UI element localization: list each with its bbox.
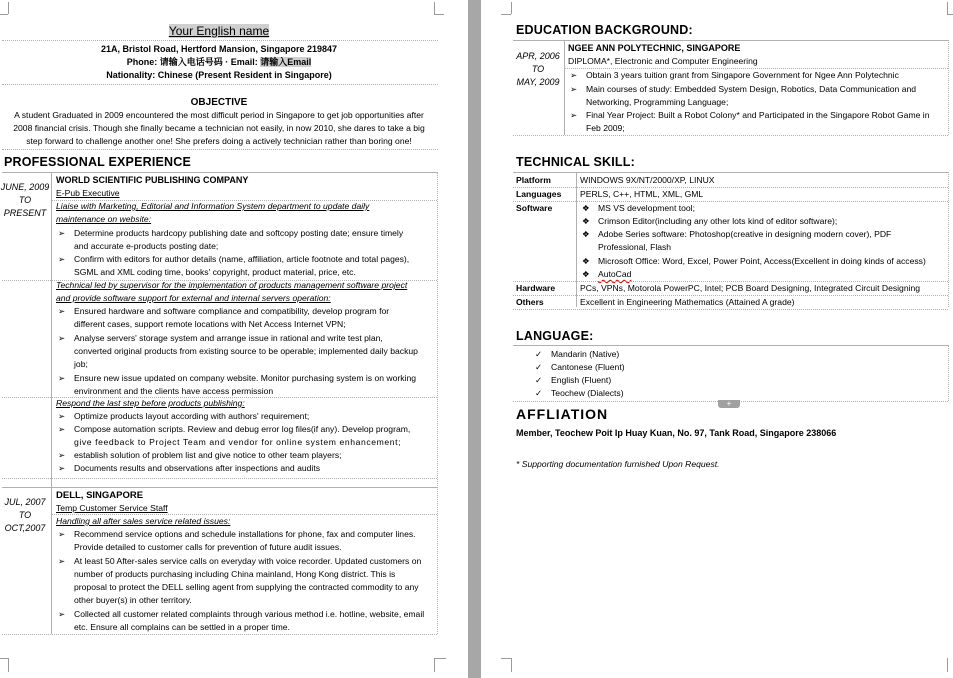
bullet-line: other buyer(s) in other territory. bbox=[74, 595, 192, 605]
intro-line: Handling all after sales service related issues: bbox=[56, 516, 231, 526]
education-bullet bbox=[570, 69, 944, 82]
task-bullet bbox=[58, 528, 432, 554]
language-item bbox=[535, 387, 835, 400]
divider bbox=[513, 187, 948, 188]
table-border bbox=[437, 172, 438, 634]
bullet-line: establish solution of problem list and give notice to other team players; bbox=[74, 450, 342, 460]
hardware-value: PCs, VPNs, Motorola PowerPC, Intel; PCB Board Designing, Integrated Circuit Designing bbox=[580, 283, 921, 293]
arrow-bullet-icon: ➢ bbox=[58, 529, 66, 539]
bullet-line: At least 50 After-sales service calls on everyday with voice recorder. Updated customers on bbox=[74, 556, 422, 566]
divider bbox=[2, 149, 438, 150]
phone-label: Phone: bbox=[126, 57, 158, 67]
education-bullet bbox=[570, 109, 944, 135]
divider bbox=[513, 309, 948, 310]
arrow-bullet-icon: ➢ bbox=[58, 463, 66, 473]
divider bbox=[513, 40, 948, 41]
crop-mark bbox=[2, 2, 9, 14]
objective-line: step forward to challenge another one! She prefers doing a actively technician rather than boring one! bbox=[26, 136, 412, 146]
crop-mark bbox=[434, 14, 444, 15]
affiliation-text: Member, Teochew Poit Ip Huay Kuan, No. 97, Tank Road, Singapore 238066 bbox=[516, 428, 837, 438]
check-bullet-icon: ✓ bbox=[535, 388, 543, 398]
address-line: 21A, Bristol Road, Hertford Mansion, Singapore 219847 bbox=[100, 44, 338, 54]
resume-page-left bbox=[0, 0, 468, 678]
crop-mark bbox=[434, 658, 435, 672]
software-item bbox=[582, 268, 944, 281]
crop-mark bbox=[511, 2, 512, 14]
bullet-line: Compose automation scripts. Review and debug error log files(if any). Develop program, bbox=[74, 424, 411, 434]
bullet-line: Microsoft Office: Word, Excel, Power Point, Access(Excellent in doing kinds of access) bbox=[598, 256, 926, 266]
name-heading bbox=[0, 22, 438, 40]
language-item bbox=[535, 361, 835, 374]
arrow-bullet-icon: ➢ bbox=[58, 450, 66, 460]
job-role: Temp Customer Service Staff bbox=[56, 503, 168, 513]
bullet-line: different cases, support remote locations with Net Access Internet VPN; bbox=[74, 319, 346, 329]
crop-mark bbox=[947, 2, 948, 14]
experience-title: PROFESSIONAL EXPERIENCE bbox=[4, 155, 192, 169]
task-bullet bbox=[58, 332, 430, 371]
table-border bbox=[948, 345, 949, 401]
intro-line: Technical led by supervisor for the implementation of products management software project bbox=[56, 280, 408, 290]
task-intro bbox=[56, 397, 434, 410]
bullet-line: MS VS development tool; bbox=[598, 203, 695, 213]
bullet-line: give feedback to Project Team and vendor for online system enhancement; bbox=[74, 437, 402, 447]
date-line: TO bbox=[531, 64, 545, 74]
bullet-line: Determine products hardcopy publishing date and softcopy posting date; ensure timely bbox=[74, 228, 404, 238]
date-line: PRESENT bbox=[3, 208, 47, 218]
job-date bbox=[0, 496, 50, 535]
company-name: DELL, SINGAPORE bbox=[56, 490, 144, 501]
bullet-line: Crimson Editor(including any other lots kind of editor software); bbox=[598, 216, 838, 226]
diamond-bullet-icon: ❖ bbox=[582, 269, 590, 279]
bullet-line: Ensure new issue updated on company website. Monitor purchasing system is on working bbox=[74, 373, 417, 383]
task-intro bbox=[56, 279, 434, 305]
bullet-line: etc. Ensure all complains can be settled in a proper time. bbox=[74, 622, 290, 632]
crop-mark bbox=[501, 658, 511, 659]
languages-label: Languages bbox=[516, 189, 562, 199]
table-border bbox=[948, 172, 949, 307]
plus-icon[interactable]: + bbox=[718, 400, 740, 408]
date-line: TO bbox=[18, 195, 32, 205]
arrow-bullet-icon: ➢ bbox=[58, 411, 66, 421]
arrow-bullet-icon: ➢ bbox=[570, 84, 578, 94]
bullet-line: Collected all customer related complaints through various method i.e. hotline, website, email bbox=[74, 609, 425, 619]
bullet-line: environment and the clients have access permission bbox=[74, 386, 274, 396]
diamond-bullet-icon: ❖ bbox=[582, 203, 590, 213]
language-text: Cantonese (Fluent) bbox=[551, 362, 625, 372]
arrow-bullet-icon: ➢ bbox=[58, 373, 66, 383]
table-border bbox=[948, 40, 949, 135]
software-item bbox=[582, 255, 944, 268]
task-bullet bbox=[58, 410, 430, 423]
bullet-line: Final Year Project: Built a Robot Colony* and Participated in the Singapore Robot Game in bbox=[586, 110, 930, 120]
column-divider bbox=[564, 40, 565, 135]
bullet-line: Adobe Series software: Photoshop(creative in designing modern cover), PDF bbox=[598, 229, 892, 239]
bullet-line: Ensured hardware and software compliance and compatibility, develop program for bbox=[74, 306, 390, 316]
hardware-label: Hardware bbox=[516, 283, 556, 293]
diploma-line: DIPLOMA*, Electronic and Computer Engineering bbox=[568, 56, 758, 66]
contact-line bbox=[0, 56, 438, 69]
job-date bbox=[0, 181, 50, 220]
bullet-line: Main courses of study: Embedded System Design, Robotics, Data Communication and bbox=[586, 84, 917, 94]
language-item bbox=[535, 374, 835, 387]
divider bbox=[513, 172, 948, 173]
school-name: NGEE ANN POLYTECHNIC, SINGAPORE bbox=[568, 43, 741, 53]
crop-mark bbox=[511, 658, 512, 672]
divider bbox=[2, 84, 438, 85]
job-role: E-Pub Executive bbox=[56, 188, 120, 198]
arrow-bullet-icon: ➢ bbox=[570, 110, 578, 120]
divider bbox=[513, 135, 948, 136]
arrow-bullet-icon: ➢ bbox=[58, 609, 66, 619]
task-bullet bbox=[58, 372, 430, 398]
bullet-line: number of products purchasing including China mainland, Hong Kong district. This is bbox=[74, 569, 396, 579]
date-line: MAY, 2009 bbox=[516, 77, 560, 87]
arrow-bullet-icon: ➢ bbox=[58, 424, 66, 434]
others-label: Others bbox=[516, 297, 544, 307]
resume-page-right bbox=[481, 0, 953, 678]
task-bullet bbox=[58, 449, 430, 462]
divider bbox=[2, 487, 437, 488]
crop-mark bbox=[8, 658, 9, 672]
software-item bbox=[582, 228, 944, 254]
arrow-bullet-icon: ➢ bbox=[58, 306, 66, 316]
objective-text bbox=[0, 109, 438, 148]
bullet-line: SGML and XML coding time, books' copyright, product material, price, etc. bbox=[74, 267, 356, 277]
crop-mark bbox=[947, 658, 948, 672]
language-text: Mandarin (Native) bbox=[551, 349, 620, 359]
page-gutter bbox=[468, 0, 481, 678]
divider bbox=[2, 634, 437, 635]
bullet-line: Feb 2009; bbox=[586, 123, 625, 133]
arrow-bullet-icon: ➢ bbox=[570, 70, 578, 80]
task-intro bbox=[56, 200, 434, 226]
email-value: 请输入Email bbox=[260, 57, 312, 67]
others-value: Excellent in Engineering Mathematics (Attained A grade) bbox=[580, 297, 795, 307]
objective-line: 2008 financial crisis. Though she finally became a technician not easily, in now 2010, she dares to take a big bbox=[13, 123, 425, 133]
bullet-line: Analyse servers' storage system and arrange issue in rational and write test plan, bbox=[74, 333, 383, 343]
crop-mark bbox=[0, 14, 8, 15]
language-item bbox=[535, 348, 835, 361]
crop-mark bbox=[434, 2, 435, 14]
software-item bbox=[582, 215, 944, 228]
education-date bbox=[513, 50, 563, 89]
bullet-line: AutoCad bbox=[598, 269, 632, 279]
diamond-bullet-icon: ❖ bbox=[582, 229, 590, 239]
divider bbox=[2, 478, 437, 479]
footnote: * Supporting documentation furnished Upon Request. bbox=[516, 459, 720, 469]
date-line: JUNE, 2009 bbox=[0, 182, 50, 192]
platform-value: WINDOWS 9X/NT/2000/XP, LINUX bbox=[580, 175, 715, 185]
bullet-line: Professional, Flash bbox=[598, 242, 672, 252]
bullet-line: Confirm with editors for author details (name, affiliation, article footnote and total pages), bbox=[74, 254, 410, 264]
diamond-bullet-icon: ❖ bbox=[582, 216, 590, 226]
intro-line: and provide software support for external and internal servers operation: bbox=[56, 293, 331, 303]
task-bullet bbox=[58, 608, 432, 634]
divider bbox=[513, 345, 948, 346]
column-divider bbox=[576, 172, 577, 307]
date-line: OCT,2007 bbox=[4, 523, 46, 533]
bullet-line: Optimize products layout according with authors' requirement; bbox=[74, 411, 310, 421]
crop-mark bbox=[947, 14, 953, 15]
education-bullet bbox=[570, 83, 944, 109]
language-text: English (Fluent) bbox=[551, 375, 612, 385]
divider bbox=[2, 172, 438, 173]
intro-line: Liaise with Marketing, Editorial and Information System department to update daily bbox=[56, 201, 370, 211]
check-bullet-icon: ✓ bbox=[535, 362, 543, 372]
check-bullet-icon: ✓ bbox=[535, 375, 543, 385]
phone-value: 请输入电话号码 bbox=[159, 57, 223, 67]
bullet-line: proposal to protect the DELL selling agent from supplying the contracted commodity to any bbox=[74, 582, 419, 592]
column-divider bbox=[51, 172, 52, 634]
bullet-line: Provide detailed to customer calls for prevention of future audit issues. bbox=[74, 542, 342, 552]
bullet-line: Recommend service options and schedule installations for phone, fax and computer lines. bbox=[74, 529, 416, 539]
task-bullet bbox=[58, 462, 430, 475]
diamond-bullet-icon: ❖ bbox=[582, 256, 590, 266]
objective-title: OBJECTIVE bbox=[190, 97, 248, 108]
task-bullet bbox=[58, 227, 430, 253]
platform-label: Platform bbox=[516, 175, 551, 185]
email-label: · Email: bbox=[225, 57, 258, 67]
crop-mark bbox=[501, 14, 511, 15]
task-bullet bbox=[58, 555, 432, 607]
arrow-bullet-icon: ➢ bbox=[58, 556, 66, 566]
language-title: LANGUAGE: bbox=[516, 329, 594, 343]
education-title: EDUCATION BACKGROUND: bbox=[516, 23, 693, 37]
company-name: WORLD SCIENTIFIC PUBLISHING COMPANY bbox=[56, 175, 249, 185]
bullet-line: Networking, Programming Language; bbox=[586, 97, 729, 107]
crop-mark bbox=[0, 658, 8, 659]
date-line: JUL, 2007 bbox=[4, 497, 46, 507]
technical-title: TECHNICAL SKILL: bbox=[516, 155, 635, 169]
intro-line: maintenance on website: bbox=[56, 214, 152, 224]
task-bullet bbox=[58, 423, 430, 449]
bullet-line: job; bbox=[74, 359, 88, 369]
task-bullet bbox=[58, 253, 430, 279]
crop-mark bbox=[434, 658, 446, 659]
task-bullet bbox=[58, 305, 430, 331]
intro-line: Respond the last step before products publishing: bbox=[56, 398, 245, 408]
software-label: Software bbox=[516, 203, 553, 213]
nationality-line: Nationality: Chinese (Present Resident in Singapore) bbox=[106, 70, 332, 80]
date-line: APR, 2006 bbox=[516, 51, 560, 61]
arrow-bullet-icon: ➢ bbox=[58, 254, 66, 264]
check-bullet-icon: ✓ bbox=[535, 349, 543, 359]
bullet-line: and accurate e-products posting date; bbox=[74, 241, 219, 251]
arrow-bullet-icon: ➢ bbox=[58, 333, 66, 343]
languages-value: PERLS, C++, HTML, XML, GML bbox=[580, 189, 704, 199]
task-intro bbox=[56, 515, 434, 528]
language-text: Teochew (Dialects) bbox=[551, 388, 624, 398]
date-line: TO bbox=[18, 510, 32, 520]
bullet-line: Obtain 3 years tuition grant from Singapore Government for Ngee Ann Polytechnic bbox=[586, 70, 899, 80]
software-item bbox=[582, 202, 944, 215]
arrow-bullet-icon: ➢ bbox=[58, 228, 66, 238]
divider bbox=[2, 40, 438, 41]
affiliation-title: AFFLIATION bbox=[516, 406, 609, 422]
name-text: Your English name bbox=[168, 24, 270, 38]
bullet-line: converted original products from existing source to be operable; implemented daily backup bbox=[74, 346, 418, 356]
bullet-line: Documents results and observations after inspections and audits bbox=[74, 463, 321, 473]
objective-line: A student Graduated in 2009 encountered the most difficult period in Singapore to get job opportunities after bbox=[14, 110, 424, 120]
